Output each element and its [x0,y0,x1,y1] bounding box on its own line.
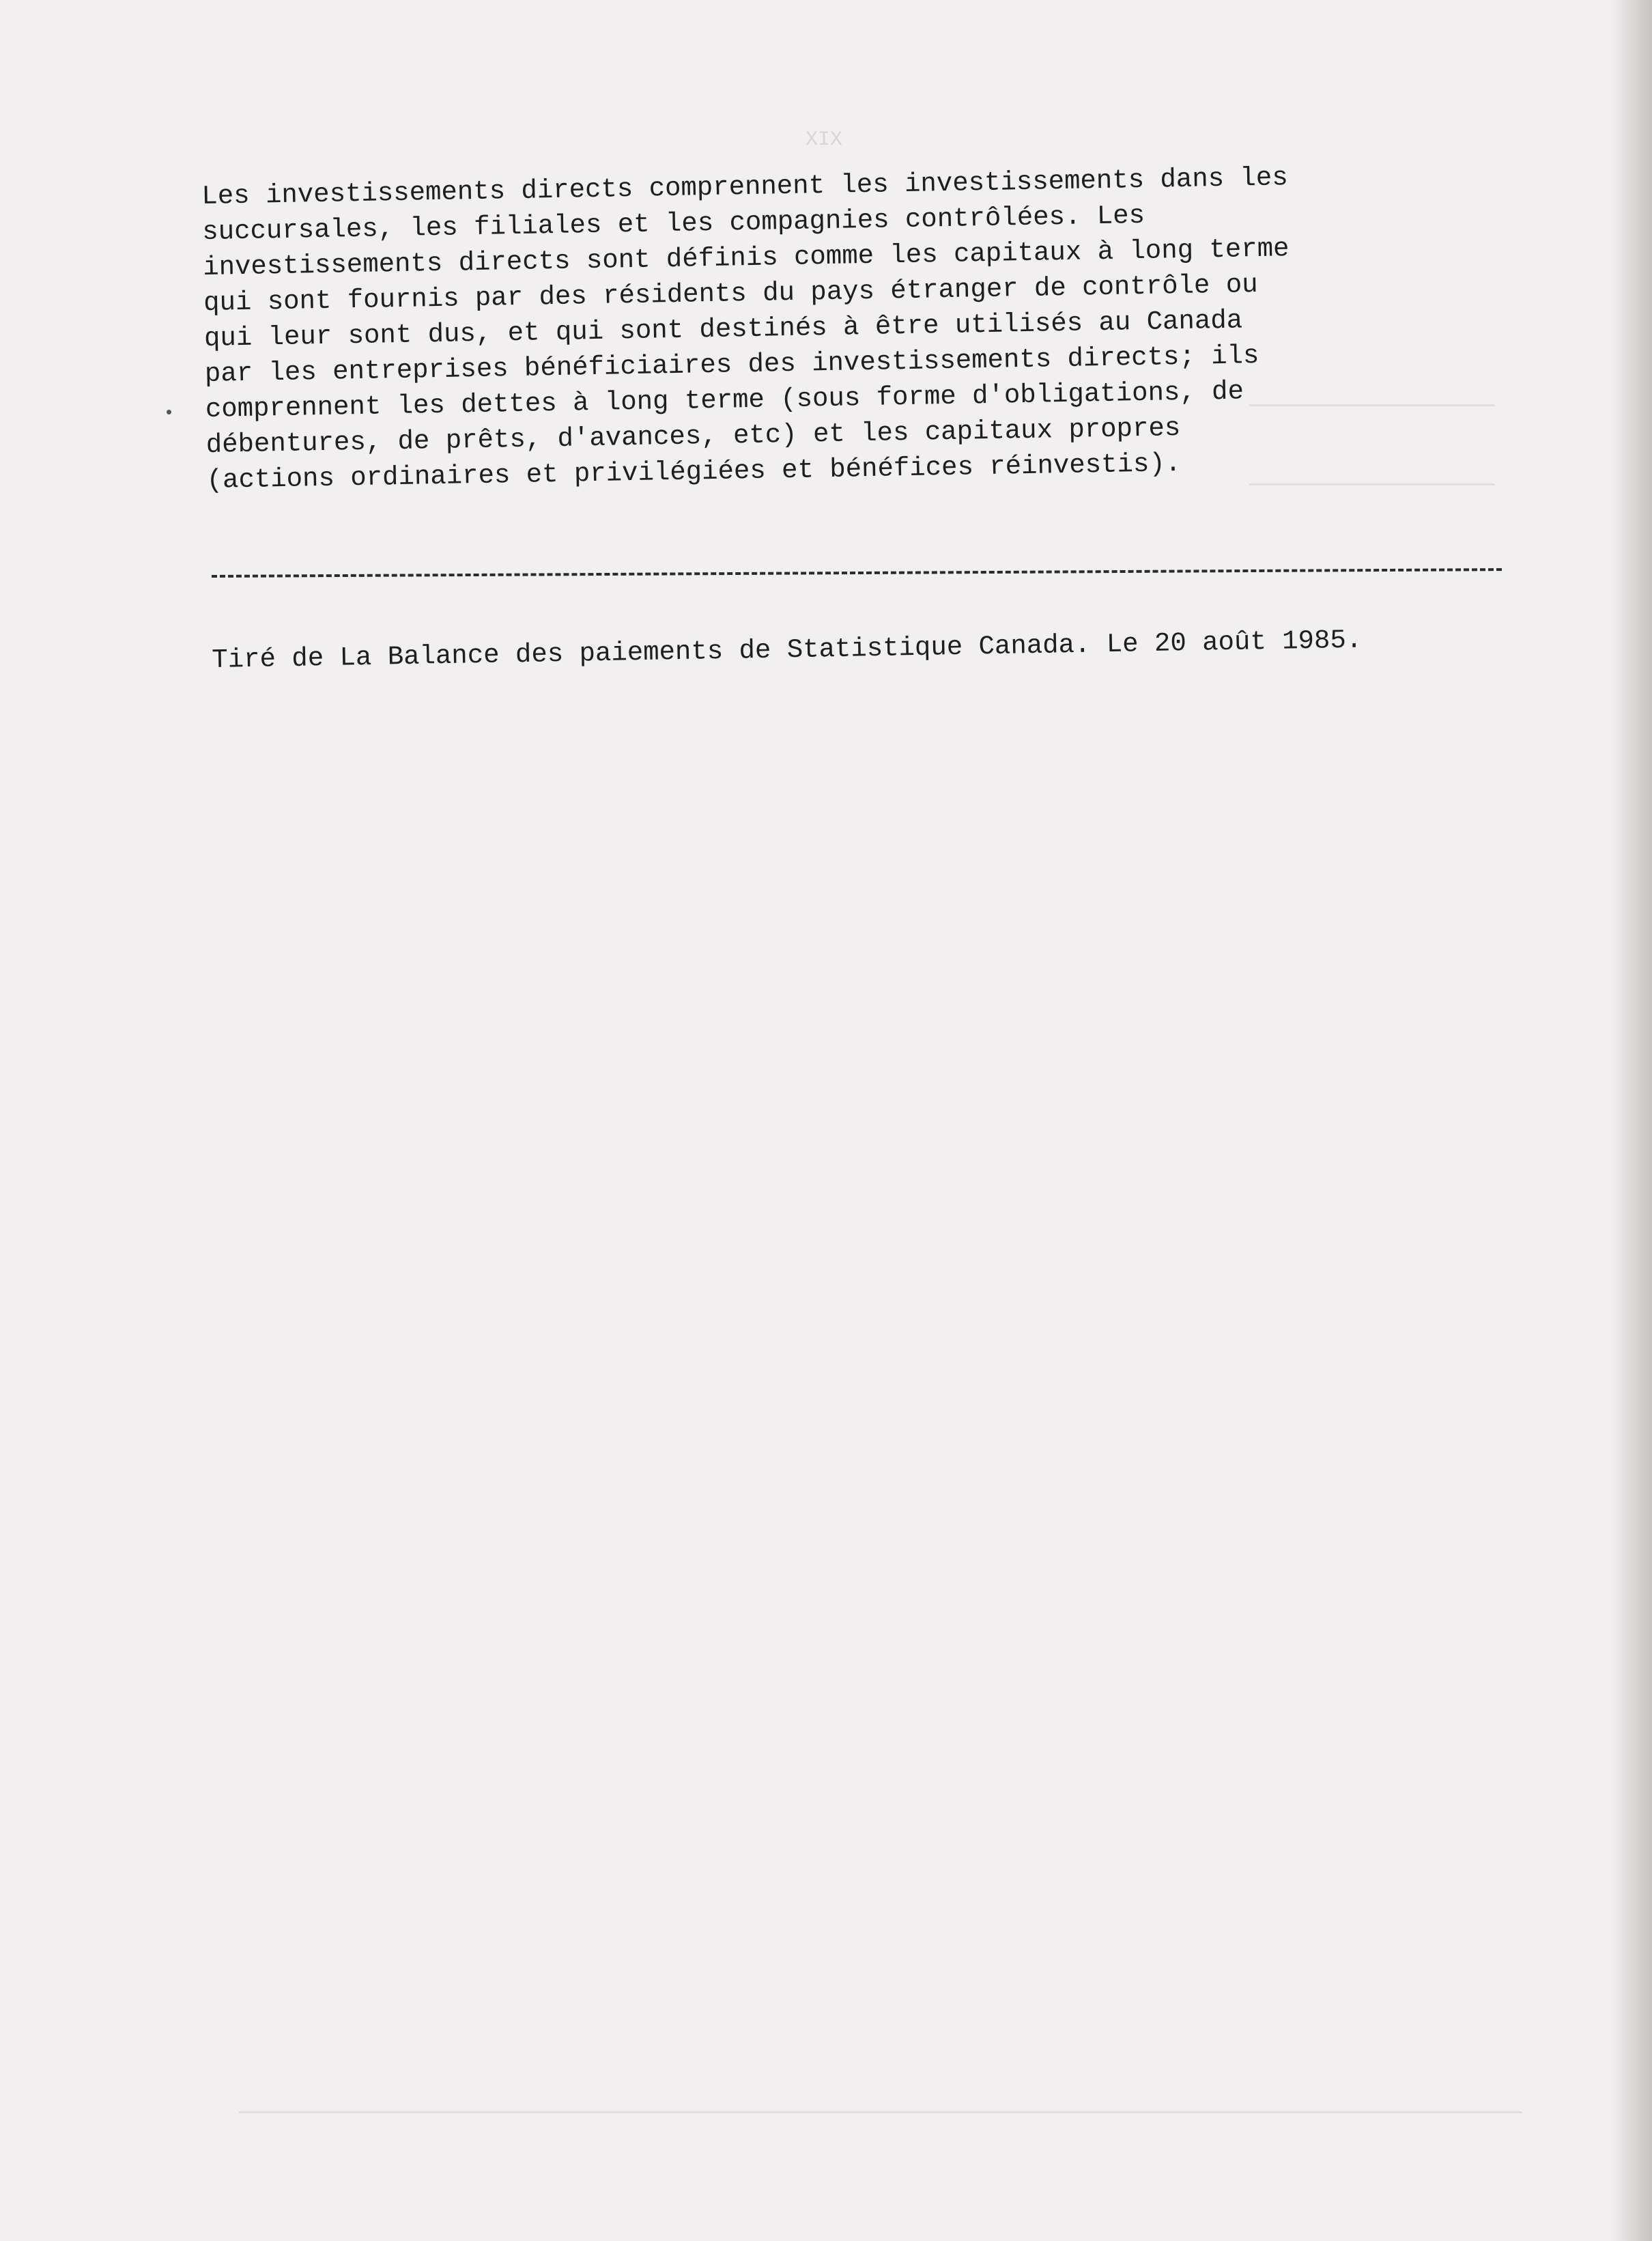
paragraph-line: investissements directs sont définis comme les capitaux à long terme [202,234,1290,283]
paragraph-line: (actions ordinaires et privilégiées et bénéfices réinvestis). [206,449,1182,496]
dashed-separator [212,568,1502,578]
bleed-rule [1249,483,1495,485]
paragraph-line: qui sont fournis par des résidents du pays étranger de contrôle ou [203,270,1258,318]
paragraph-line: comprennent les dettes à long terme (sous forme d'obligations, de [205,376,1244,425]
bleed-rule [239,2111,1522,2113]
paragraph-line: succursales, les filiales et les compagnies contrôlées. Les [201,200,1145,247]
paragraph-line: par les entreprises bénéficiaires des investissements directs; ils [204,341,1259,389]
page-edge-shadow [1611,0,1652,2241]
paragraph-line: qui leur sont dus, et qui sont destinés à être utilisés au Canada [203,305,1243,354]
source-note: Tiré de La Balance des paiements de Statistique Canada. Le 20 août 1985. [212,625,1363,675]
definition-paragraph [201,158,1436,498]
page-number: XIX [806,128,843,152]
paragraph-line: Les investissements directs comprennent les investissements dans les [201,163,1289,212]
paragraph-line: débentures, de prêts, d'avances, etc) et les capitaux propres [205,413,1181,460]
stray-mark [167,410,171,414]
